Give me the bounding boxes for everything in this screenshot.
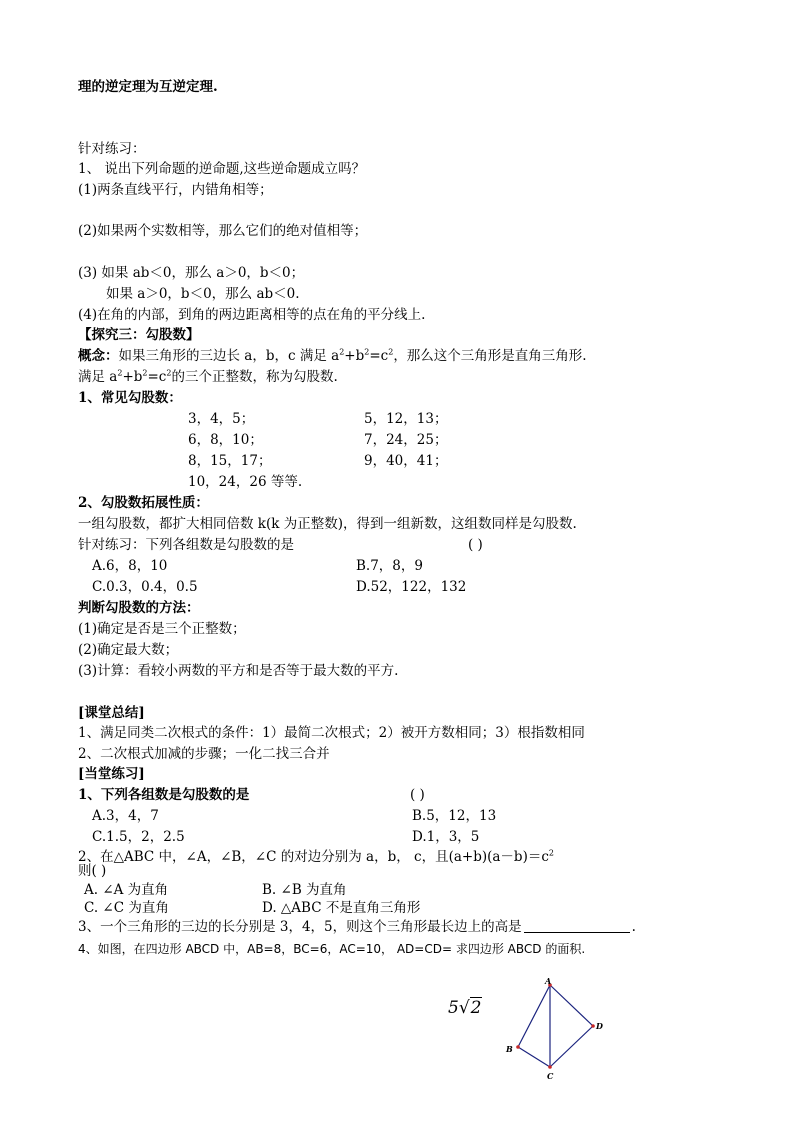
extension-heading: 2、勾股数拓展性质：	[78, 495, 209, 511]
q2-answer-paren: 则( )	[78, 863, 107, 879]
method-3: (3)计算：看较小两数的平方和是否等于最大数的平方.	[78, 663, 399, 679]
exercise-q3	[78, 918, 636, 936]
sup: 2	[166, 368, 172, 378]
point-c	[548, 1065, 552, 1069]
extension-answer-paren: ( )	[468, 537, 483, 553]
sup: 2	[142, 368, 148, 378]
practice-heading: 针对练习：	[78, 141, 146, 157]
extension-practice: 针对练习：下列各组数是勾股数的是	[78, 537, 294, 553]
summary-item-1: 1、满足同类二次根式的条件：1）最简二次根式；2）被开方数相同；3）根指数相同	[78, 725, 585, 741]
q1-text: 1、下列各组数是勾股数的是	[78, 787, 250, 803]
q3-end: .	[631, 919, 636, 935]
method-1: (1)确定是否是三个正整数；	[78, 621, 246, 637]
extension-text: 一组勾股数，都扩大相同倍数 k(k 为正整数)，得到一组新数，这组数同样是勾股数.	[78, 516, 577, 532]
formula-coefficient: 5	[448, 998, 459, 1018]
def-text-a: 满足 a	[78, 369, 118, 385]
edge-cd	[550, 1026, 593, 1067]
sup: 2	[117, 368, 123, 378]
label-a: A	[545, 976, 552, 986]
q2-option-a: A. ∠A 为直角	[84, 882, 169, 898]
sup: 2	[388, 347, 394, 357]
q1-option-a: A.3，4，7	[92, 808, 159, 824]
q2-text: 2、在△ABC 中，∠A，∠B，∠C 的对边分别为 a，b， c，且(a+b)(a－b)＝c	[78, 849, 549, 865]
ext-option-a: A.6，8，10	[92, 558, 168, 574]
concept-label: 概念：	[78, 348, 119, 364]
exercise-q1	[78, 786, 249, 804]
explore-heading: 【探究三：勾股数】	[78, 327, 200, 343]
triple-left-4: 10，24，26 等等.	[188, 474, 303, 490]
sup: 2	[339, 347, 345, 357]
def-text-c: =c	[147, 369, 167, 385]
exercise-q4: 4、如图，在四边形 ABCD 中，AB=8，BC=6，AC=10， AD=CD= 求四边形 ABCD 的面积.	[78, 942, 586, 956]
q2-option-b: B. ∠B 为直角	[262, 882, 347, 898]
summary-item-2: 2、二次根式加减的步骤；一化二找三合并	[78, 746, 330, 762]
practice-item-1: (1)两条直线平行，内错角相等；	[78, 182, 273, 198]
def-text-d: 的三个正整数，称为勾股数.	[171, 369, 338, 385]
practice-item-2: (2)如果两个实数相等，那么它们的绝对值相等；	[78, 223, 368, 239]
q2-option-c: C. ∠C 为直角	[84, 900, 169, 916]
edge-ad	[550, 985, 593, 1026]
ext-option-d: D.52，122，132	[356, 579, 467, 595]
q2-option-d: D. △ABC 不是直角三角形	[262, 900, 421, 916]
formula-radicand: 2	[470, 998, 482, 1018]
quadrilateral-figure	[496, 975, 616, 1085]
summary-heading: [课堂总结]	[78, 705, 145, 721]
definition-line	[78, 368, 338, 386]
q3-text: 3、一个三角形的三边的长分别是 3，4，5，则这个三角形最长边上的高是	[78, 919, 522, 935]
practice-item-3b: 如果 a＞0，b＜0，那么 ab＜0.	[106, 286, 300, 302]
label-d: D	[596, 1021, 603, 1031]
def-text-b: +b	[122, 369, 143, 385]
edge-ab	[518, 985, 550, 1047]
sqrt-formula	[448, 998, 482, 1018]
triple-right-1: 5，12，13；	[364, 411, 448, 427]
triple-right-3: 9，40，41；	[364, 453, 448, 469]
practice-question: 1、 说出下列命题的逆命题,这些逆命题成立吗？	[78, 161, 366, 177]
label-c: C	[547, 1071, 554, 1081]
point-b	[516, 1045, 520, 1049]
triple-left-2: 6，8，10；	[188, 432, 263, 448]
point-d	[591, 1024, 595, 1028]
intro-line: 理的逆定理为互逆定理.	[78, 79, 218, 95]
q1-option-b: B.5，12，13	[412, 808, 497, 824]
radical-icon: √	[458, 998, 470, 1018]
triple-right-2: 7，24，25；	[364, 432, 448, 448]
ext-option-c: C.0.3，0.4，0.5	[92, 579, 198, 595]
sup: 2	[364, 347, 370, 357]
triple-left-1: 3，4，5；	[188, 411, 255, 427]
sup: 2	[548, 848, 554, 858]
exercise-q2	[78, 848, 554, 866]
concept-text-b: +b	[344, 348, 365, 364]
practice-item-3: (3) 如果 ab＜0，那么 a＞0，b＜0；	[78, 265, 305, 281]
label-b: B	[506, 1044, 513, 1054]
ext-option-b: B.7，8，9	[356, 558, 423, 574]
method-2: (2)确定最大数；	[78, 642, 179, 658]
triple-left-3: 8，15，17；	[188, 453, 272, 469]
common-triples-heading: 1、常见勾股数：	[78, 390, 182, 406]
q1-answer-paren: ( )	[410, 787, 425, 803]
edge-bc	[518, 1047, 550, 1067]
concept-text-c: =c	[369, 348, 389, 364]
method-heading: 判断勾股数的方法：	[78, 600, 200, 616]
q1-option-c: C.1.5，2，2.5	[92, 829, 185, 845]
practice-item-4: (4)在角的内部，到角的两边距离相等的点在角的平分线上.	[78, 307, 426, 323]
q3-answer-blank[interactable]	[524, 919, 630, 933]
concept-text-a: 如果三角形的三边长 a，b，c 满足 a	[118, 348, 340, 364]
q1-option-d: D.1，3，5	[412, 829, 480, 845]
concept-text-d: ，那么这个三角形是直角三角形.	[393, 348, 587, 364]
exercise-heading: [当堂练习]	[78, 766, 145, 782]
concept-line	[78, 347, 587, 365]
